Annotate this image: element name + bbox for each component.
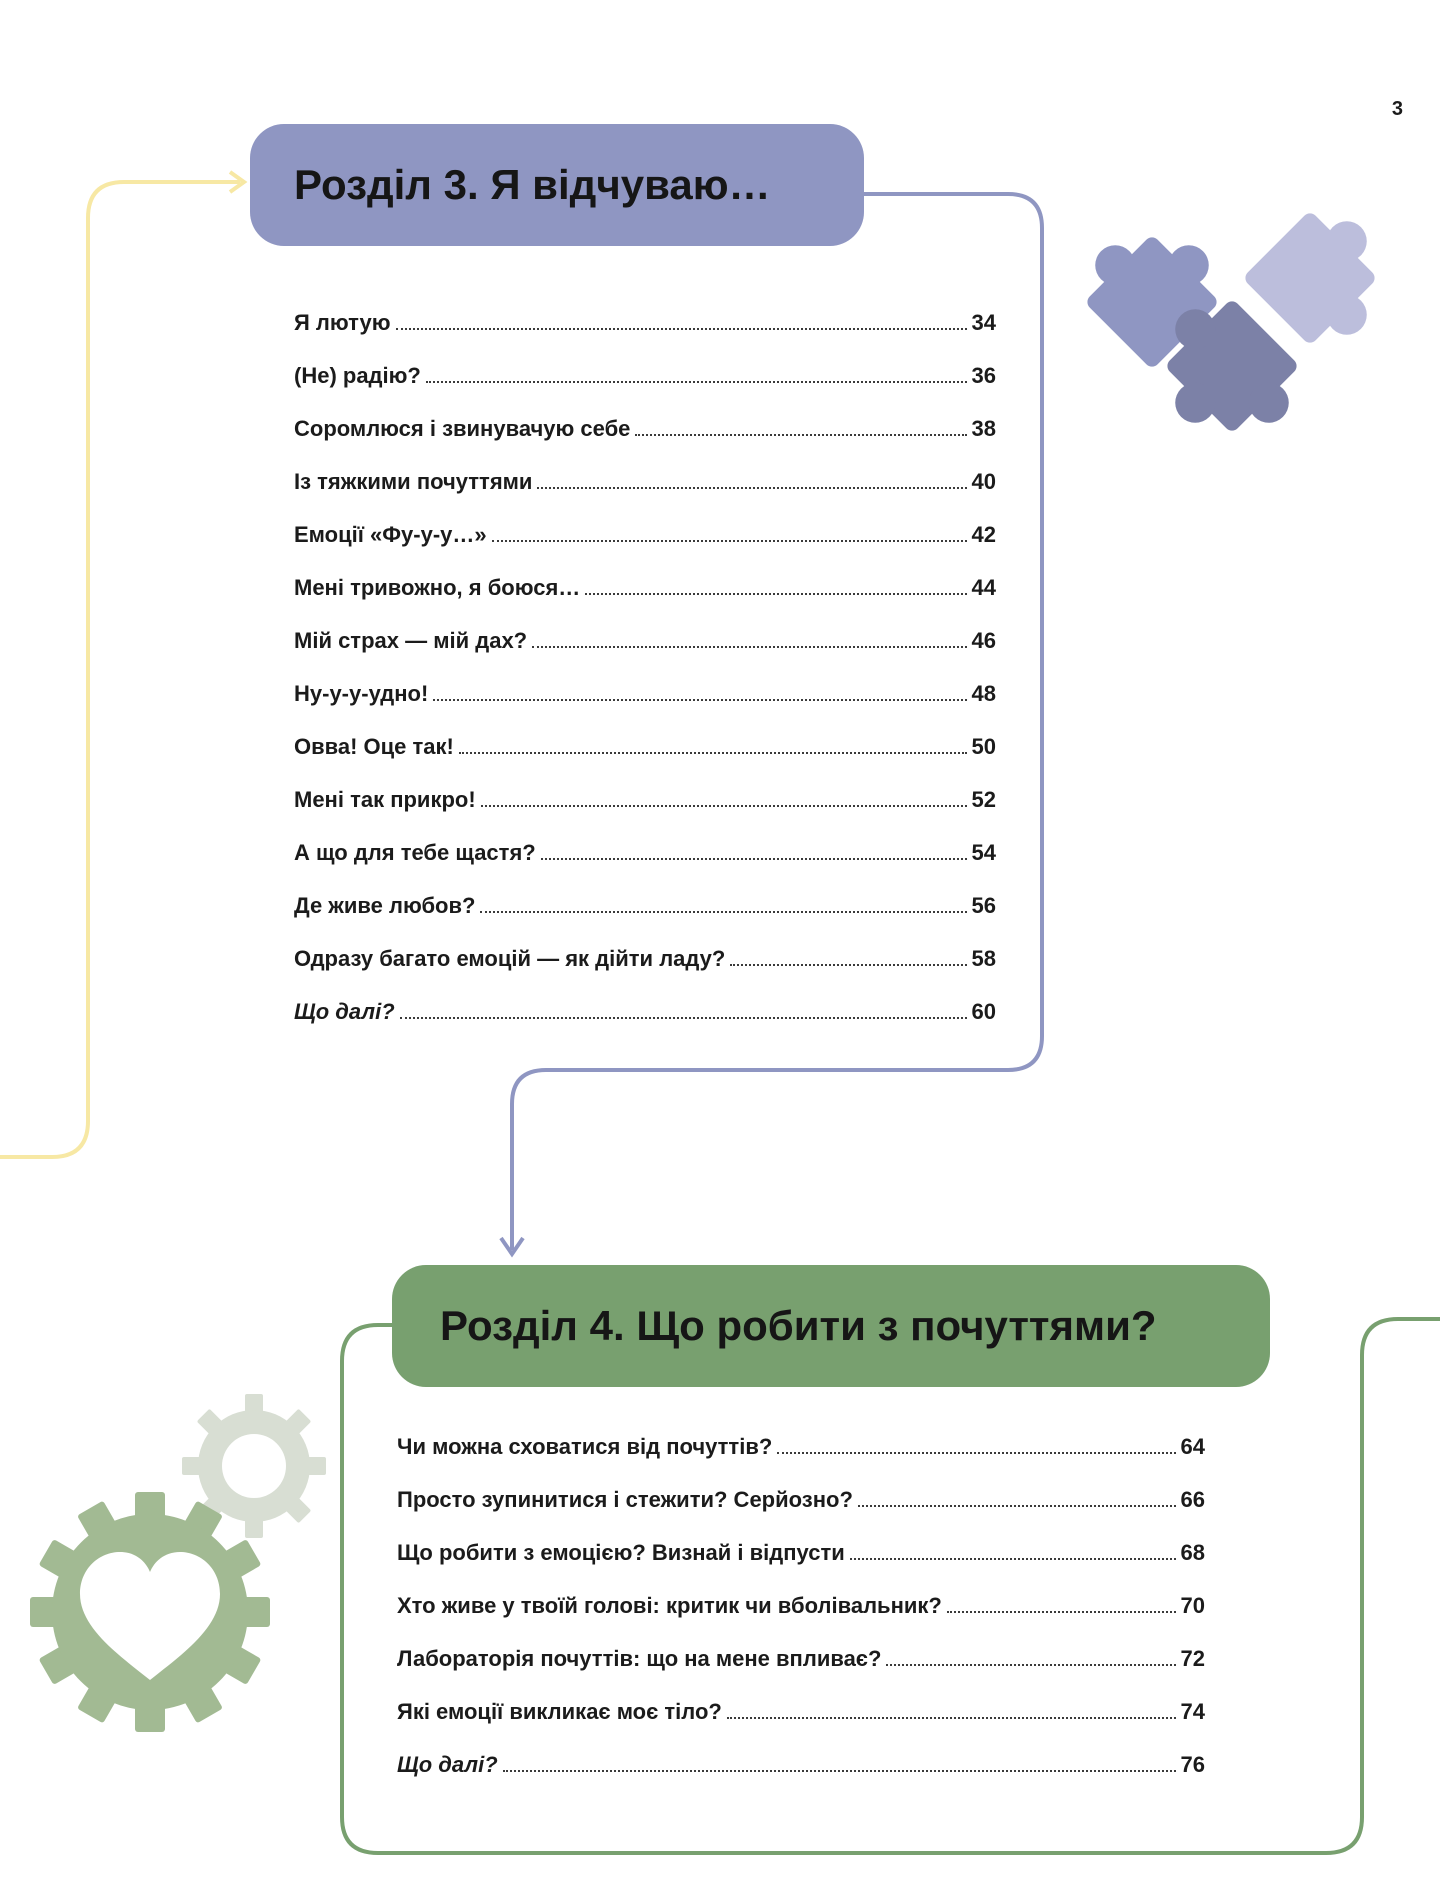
toc-dot-leader: [850, 1558, 1176, 1560]
toc-dot-leader: [396, 328, 967, 330]
toc-item-title: Ну-у-у-удно!: [294, 681, 429, 706]
toc-dot-leader: [541, 858, 967, 860]
toc-item-title: Овва! Оце так!: [294, 734, 454, 759]
toc-item-page: 70: [1180, 1593, 1205, 1618]
toc-dot-leader: [777, 1452, 1175, 1454]
toc-item-page: 74: [1180, 1699, 1205, 1724]
chapter-3-title: Розділ 3. Я відчуваю…: [250, 124, 864, 246]
toc-item-page: 34: [971, 310, 996, 335]
toc-item-title: Соромлюся і звинувачую себе: [294, 416, 631, 441]
toc-item-page: 50: [971, 734, 996, 759]
toc-item-page: 72: [1180, 1646, 1205, 1671]
toc-dot-leader: [400, 1017, 967, 1019]
toc-item[interactable]: [397, 1573, 1205, 1626]
toc-item-title: Я лютую: [294, 310, 391, 335]
toc-item[interactable]: [294, 396, 996, 449]
toc-dot-leader: [480, 911, 966, 913]
toc-item-page: 44: [971, 575, 996, 600]
toc-dot-leader: [532, 646, 966, 648]
toc-item-page: 52: [971, 787, 996, 812]
toc-item-title: Мій страх — мій дах?: [294, 628, 528, 653]
toc-item-title: Просто зупинитися і стежити? Серйозно?: [397, 1487, 853, 1512]
toc-dot-leader: [503, 1770, 1176, 1772]
page-number: 3: [1391, 98, 1403, 120]
toc-item[interactable]: [294, 449, 996, 502]
toc-item[interactable]: [294, 820, 996, 873]
toc-dot-leader: [481, 805, 967, 807]
toc-item-title: Які емоції викликає моє тіло?: [397, 1699, 722, 1724]
toc-item[interactable]: [397, 1626, 1205, 1679]
toc-item-title: Емоції «Фу-у-у…»: [294, 522, 487, 547]
toc-item-title: Мені так прикро!: [294, 787, 476, 812]
chapter-3-toc: [294, 290, 996, 1032]
toc-item[interactable]: [294, 502, 996, 555]
chapter-4-toc: [397, 1414, 1205, 1785]
toc-dot-leader: [886, 1664, 1175, 1666]
toc-item-title: Хто живе у твоїй голові: критик чи вболівальник?: [397, 1593, 942, 1618]
toc-item[interactable]: [294, 608, 996, 661]
toc-dot-leader: [459, 752, 967, 754]
toc-item-page: 60: [971, 999, 996, 1024]
toc-item-title: Де живе любов?: [294, 893, 476, 918]
toc-item-title: Одразу багато емоцій — як дійти ладу?: [294, 946, 726, 971]
toc-item[interactable]: [294, 661, 996, 714]
toc-item-page: 46: [971, 628, 996, 653]
toc-item-page: 58: [971, 946, 996, 971]
toc-dot-leader: [426, 381, 967, 383]
toc-item-title: Лабораторія почуттів: що на мене впливає?: [397, 1646, 882, 1671]
toc-dot-leader: [433, 699, 966, 701]
chapter-4-title: Розділ 4. Що робити з почуттями?: [392, 1265, 1270, 1387]
toc-item-page: 56: [971, 893, 996, 918]
toc-item[interactable]: [294, 290, 996, 343]
toc-item-title: Що далі?: [397, 1752, 498, 1777]
toc-dot-leader: [492, 540, 967, 542]
toc-item-page: 76: [1180, 1752, 1205, 1777]
toc-item[interactable]: [294, 873, 996, 926]
toc-item-page: 66: [1180, 1487, 1205, 1512]
toc-dot-leader: [727, 1717, 1176, 1719]
toc-item[interactable]: [294, 979, 996, 1032]
toc-item[interactable]: [397, 1520, 1205, 1573]
toc-item-page: 40: [971, 469, 996, 494]
toc-item-page: 54: [971, 840, 996, 865]
toc-item[interactable]: [397, 1467, 1205, 1520]
toc-item[interactable]: [294, 343, 996, 396]
toc-item[interactable]: [397, 1414, 1205, 1467]
toc-item-page: 68: [1180, 1540, 1205, 1565]
toc-dot-leader: [537, 487, 966, 489]
toc-item-title: Що робити з емоцією? Визнай і відпусти: [397, 1540, 845, 1565]
toc-item[interactable]: [294, 926, 996, 979]
toc-dot-leader: [730, 964, 966, 966]
toc-item-title: Мені тривожно, я боюся…: [294, 575, 581, 600]
toc-item-page: 36: [971, 363, 996, 388]
gear-heart-icon: [30, 1394, 326, 1732]
toc-dot-leader: [858, 1505, 1176, 1507]
toc-item-page: 64: [1180, 1434, 1205, 1459]
toc-dot-leader: [635, 434, 966, 436]
puzzle-heart-icon: [1067, 193, 1412, 468]
toc-dot-leader: [947, 1611, 1176, 1613]
yellow-connector-line: [0, 182, 240, 1157]
toc-item-page: 42: [971, 522, 996, 547]
toc-item-page: 38: [971, 416, 996, 441]
toc-item-title: Чи можна сховатися від почуттів?: [397, 1434, 773, 1459]
toc-item[interactable]: [397, 1679, 1205, 1732]
toc-item-title: А що для тебе щастя?: [294, 840, 536, 865]
toc-item-title: Із тяжкими почуттями: [294, 469, 533, 494]
toc-item[interactable]: [294, 767, 996, 820]
toc-dot-leader: [585, 593, 966, 595]
toc-item[interactable]: [294, 714, 996, 767]
toc-item[interactable]: [294, 555, 996, 608]
toc-item-title: (Не) радію?: [294, 363, 421, 388]
toc-item-page: 48: [971, 681, 996, 706]
toc-item-title: Що далі?: [294, 999, 395, 1024]
toc-item[interactable]: [397, 1732, 1205, 1785]
